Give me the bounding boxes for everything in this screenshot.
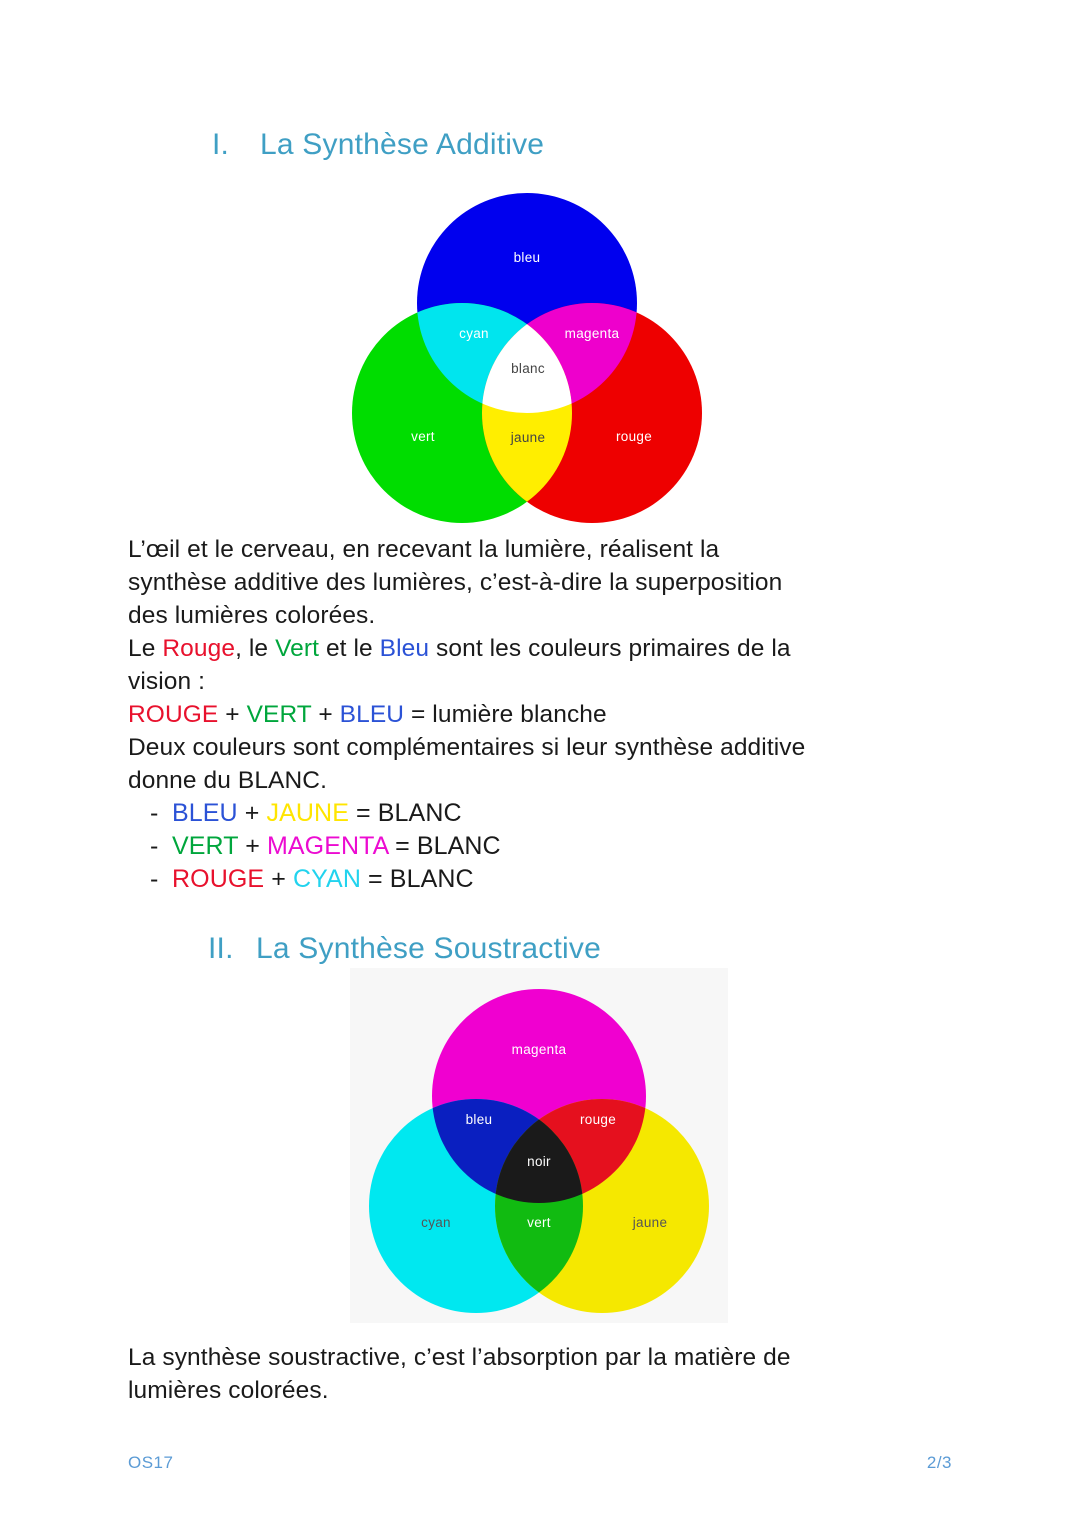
list-color-1: VERT (172, 832, 239, 860)
word-vert: Vert (275, 635, 320, 662)
section-title-2: La Synthèse Soustractive (256, 932, 601, 965)
para1-line2: synthèse additive des lumières, c’est-à-dire la superposition (128, 569, 783, 596)
label-magenta: magenta (511, 1042, 567, 1057)
label-magenta: magenta (564, 326, 620, 341)
footer-document-code: OS17 (128, 1453, 174, 1472)
para1-line7: Deux couleurs sont complémentaires si leur synthèse additive (128, 734, 806, 761)
list-result: = BLANC (348, 799, 462, 827)
label-jaune: jaune (632, 1215, 668, 1230)
label-vert: vert (411, 429, 435, 444)
para1-line4 (128, 632, 958, 665)
para1-line4-b: , le (235, 635, 276, 662)
list-color-2: CYAN (292, 865, 361, 893)
eq-plus-1: + (218, 701, 247, 728)
para1-line8: donne du BLANC. (128, 767, 327, 794)
complementary-colors-list (128, 797, 958, 896)
para1-line1: L’œil et le cerveau, en recevant la lumière, réalisent la (128, 536, 720, 563)
additive-paragraph (128, 533, 958, 896)
list-dash: - (150, 832, 159, 860)
list-color-2: JAUNE (266, 799, 349, 827)
footer-page-number: 2/3 (926, 1453, 952, 1472)
eq-rouge: ROUGE (128, 701, 219, 728)
subtractive-paragraph (128, 1341, 958, 1407)
eq-vert: VERT (246, 701, 312, 728)
para1-line5: vision : (128, 668, 206, 695)
additive-venn-svg (342, 185, 712, 525)
label-cyan: cyan (459, 326, 489, 341)
section-heading-1 (212, 128, 544, 162)
subtractive-synthesis-diagram (350, 968, 728, 1323)
section-heading-2 (208, 932, 601, 966)
subtractive-venn-svg (350, 968, 728, 1323)
eq-result: = lumière blanche (404, 701, 607, 728)
list-item (128, 863, 958, 896)
label-rouge: rouge (615, 429, 653, 444)
page-footer (128, 1453, 952, 1473)
section-title-1: La Synthèse Additive (260, 128, 545, 161)
equation-white-light (128, 698, 958, 731)
list-plus: + (237, 799, 267, 827)
list-plus: + (264, 865, 293, 893)
list-result: = BLANC (361, 865, 474, 893)
list-dash: - (150, 799, 159, 827)
list-result: = BLANC (388, 832, 501, 860)
label-bleu: bleu (465, 1112, 493, 1127)
list-dash: - (150, 865, 159, 893)
section-number-2: II. (208, 932, 234, 965)
list-color-2: MAGENTA (266, 832, 389, 860)
list-color-1: ROUGE (172, 865, 265, 893)
para2-line1: La synthèse soustractive, c’est l’absorption par la matière de (128, 1344, 791, 1371)
label-rouge: rouge (579, 1112, 617, 1127)
word-bleu: Bleu (379, 635, 430, 662)
para1-line4-d: sont les couleurs primaires de la (429, 635, 791, 662)
para2-line2: lumières colorées. (128, 1377, 329, 1404)
list-color-1: BLEU (172, 799, 238, 827)
word-rouge: Rouge (162, 635, 236, 662)
para1-line4-c: et le (319, 635, 380, 662)
additive-synthesis-diagram (342, 185, 712, 525)
para1-line3: des lumières colorées. (128, 602, 376, 629)
label-blanc: blanc (511, 361, 545, 376)
label-jaune: jaune (510, 430, 546, 445)
label-cyan: cyan (421, 1215, 451, 1230)
label-bleu: bleu (513, 250, 541, 265)
label-vert: vert (527, 1215, 551, 1230)
list-item (128, 830, 958, 863)
label-noir: noir (527, 1154, 551, 1169)
list-item (128, 797, 958, 830)
para1-line4-a: Le (128, 635, 163, 662)
eq-plus-2: + (311, 701, 340, 728)
eq-bleu: BLEU (339, 701, 405, 728)
list-plus: + (238, 832, 267, 860)
section-number-1: I. (212, 128, 230, 161)
